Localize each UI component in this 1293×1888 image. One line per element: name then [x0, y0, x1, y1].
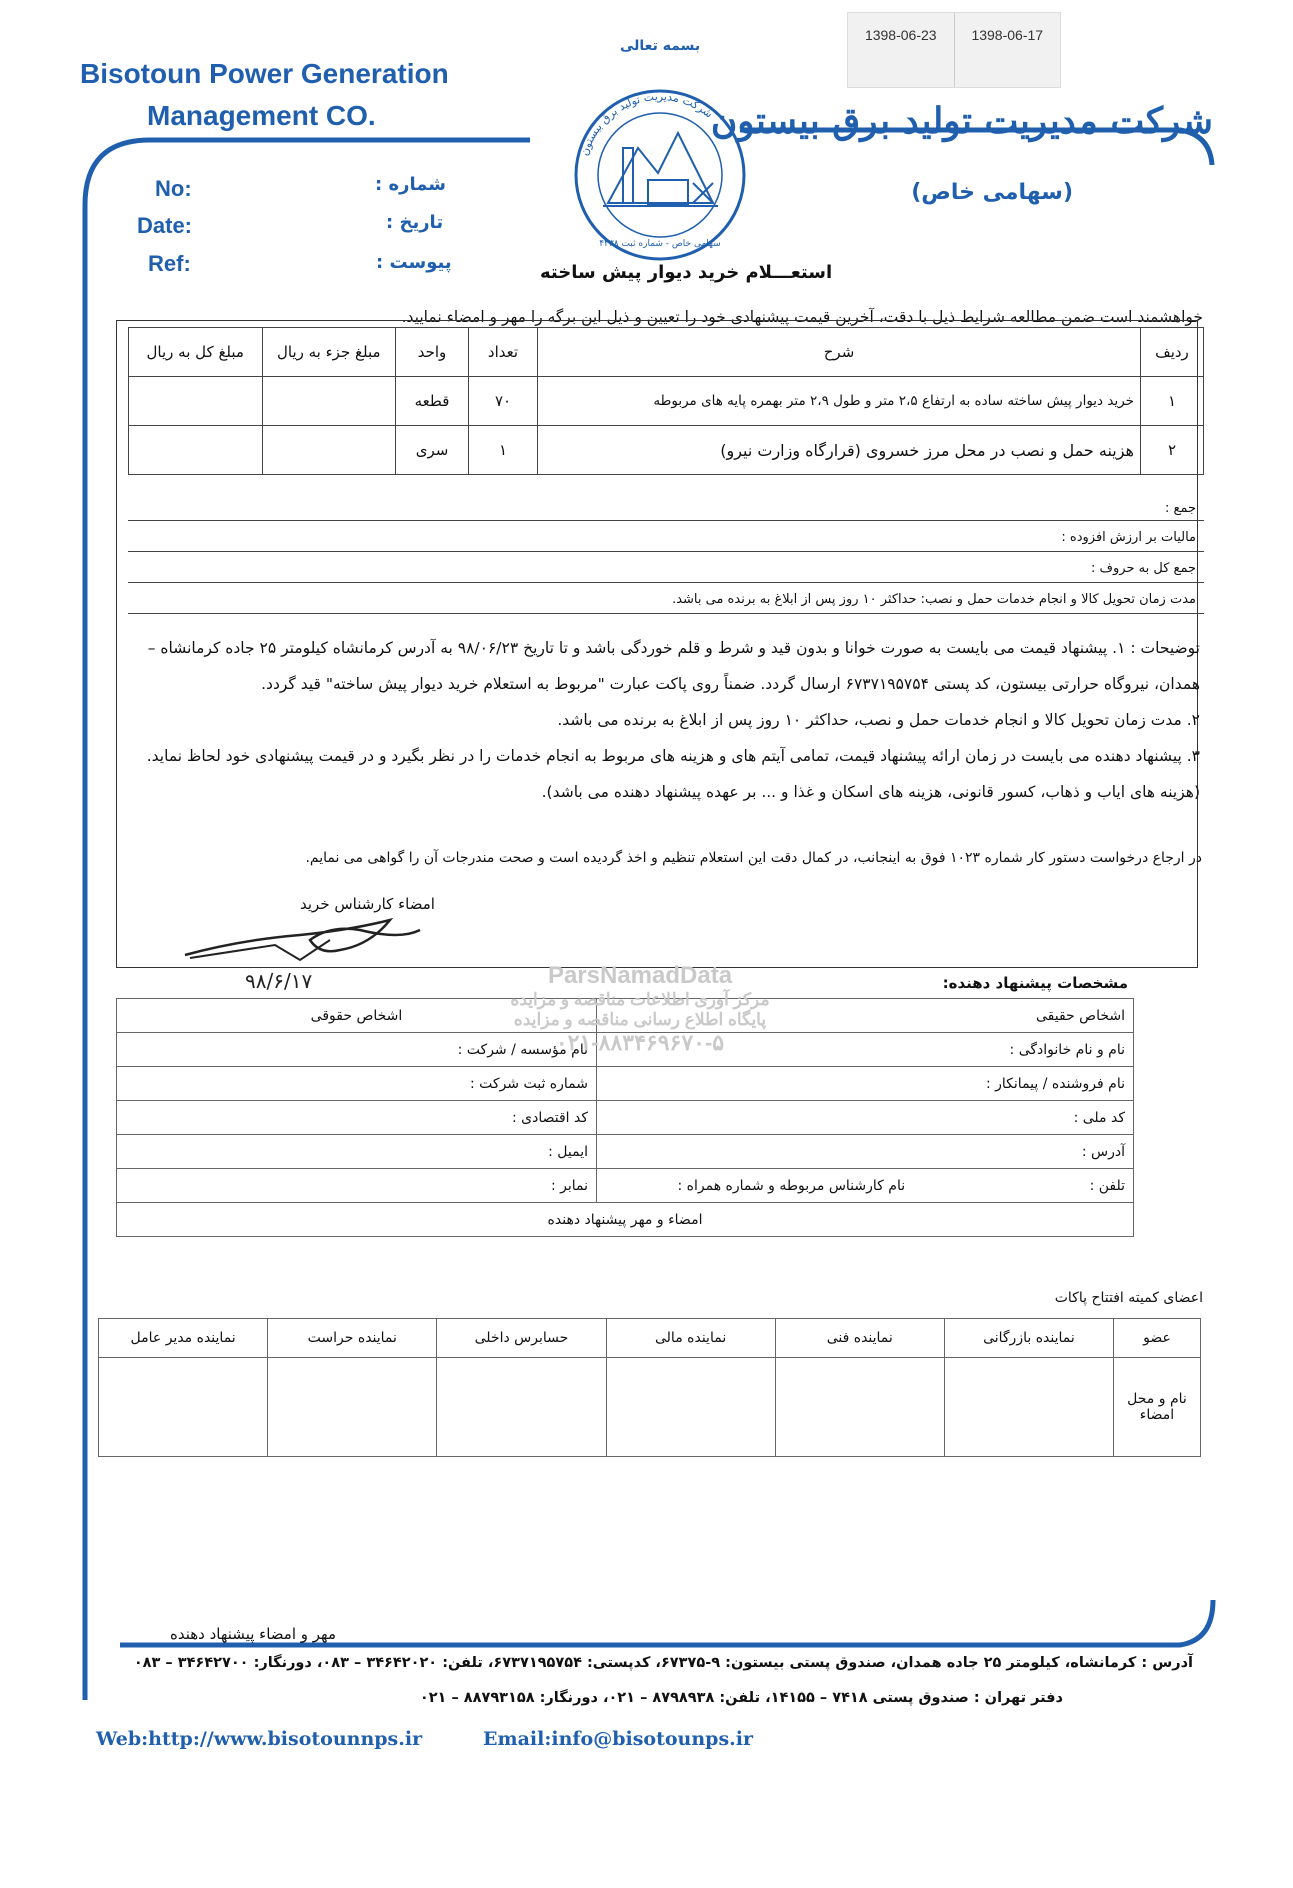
col-unit: واحد	[396, 328, 469, 377]
phone-label: تلفن :	[1089, 1177, 1125, 1194]
item-unit-price[interactable]	[262, 377, 396, 426]
footer-web-link[interactable]: Web:http://www.bisotounnps.ir	[96, 1728, 423, 1750]
table-header-row	[129, 328, 1204, 377]
svg-text:سهامی خاص - شماره ثبت ۴۲۳۸: سهامی خاص - شماره ثبت ۴۲۳۸	[599, 239, 721, 249]
committee-sign-cell[interactable]	[437, 1358, 606, 1457]
table-row	[129, 426, 1204, 475]
note-3: ۳. پیشنهاد دهنده می بایست در زمان ارائه پیشنهاد قیمت، تمامی آیتم های و هزینه های مربوط به انجام خدمات را در نظر بگیرد و در قیمت پیشنهادی خود لحاظ نماید. (هزینه های ایاب و ذهاب، کسور قانونی، هزینه های اسکان و غذا و ... بر عهده پیشنهاد دهنده می باشد).	[146, 747, 1200, 801]
committee-sign-cell[interactable]	[944, 1358, 1113, 1457]
sum-row: جمع :	[128, 497, 1204, 521]
committee-sign-cell[interactable]	[775, 1358, 944, 1457]
vat-row: مالیات بر ارزش افزوده :	[128, 522, 1204, 552]
date-stamp	[847, 12, 1061, 88]
committee-member-label: عضو	[1114, 1319, 1201, 1358]
phone-field[interactable]	[597, 1169, 1134, 1203]
watermark-line2: مرکز آوری اطلاعات مناقصه و مزایده	[510, 990, 770, 1009]
note-2: ۲. مدت زمان تحویل کالا و انجام خدمات حمل و نصب، حداکثر ۱۰ روز پس از ابلاغ به برنده می باشد.	[557, 711, 1200, 729]
bidder-title: مشخصات پیشنهاد دهنده:	[942, 974, 1128, 992]
committee-sign-cell[interactable]	[606, 1358, 775, 1457]
no-label-fa: شماره :	[375, 174, 446, 195]
ref-label-fa: پیوست :	[376, 252, 452, 273]
date-label-en: Date:	[137, 213, 193, 238]
full-name-field[interactable]: نام و نام خانوادگی :	[597, 1033, 1134, 1067]
item-total-price[interactable]	[129, 426, 263, 475]
notes	[135, 630, 1200, 810]
expert-signature-label: امضاء کارشناس خرید	[300, 895, 435, 913]
watermark	[470, 962, 810, 1056]
item-unit-price[interactable]	[262, 426, 396, 475]
en-company-name: Bisotoun Power Generation	[80, 58, 449, 89]
expert-name-label: نام کارشناس مربوطه و شماره همراه :	[677, 1177, 906, 1194]
item-total-price[interactable]	[129, 377, 263, 426]
fa-company-type: (سهامی خاص)	[911, 180, 1073, 205]
committee-table	[98, 1318, 1201, 1457]
date-stamp-1: 1398-06-23	[864, 27, 937, 43]
delivery-row: مدت زمان تحویل کالا و انجام خدمات حمل و نصب: حداکثر ۱۰ روز پس از ابلاغ به برنده می باشد.	[128, 584, 1204, 614]
col-row: ردیف	[1141, 328, 1204, 377]
item-description: خرید دیوار پیش ساخته ساده به ارتفاع ۲،۵ متر و طول ۲،۹ متر بهمره پایه های مربوطه	[538, 377, 1141, 426]
table-row	[129, 377, 1204, 426]
bidder-stamp-label: مهر و امضاء پیشنهاد دهنده	[170, 1625, 336, 1643]
committee-role: نماینده فنی	[775, 1319, 944, 1358]
date-stamp-2: 1398-06-17	[954, 13, 1061, 87]
en-company-name-2: Management CO.	[147, 100, 376, 131]
no-label-en: No:	[155, 176, 192, 201]
committee-role: نماینده حراست	[268, 1319, 437, 1358]
approval-text: در ارجاع درخواست دستور کار شماره ۱۰۲۳ فوق به اینجانب، در کمال دقت این استعلام تنظیم و اخذ گردیده است و صحت مندرجات آن را گواهی می نمایم.	[305, 850, 1202, 866]
committee-sign-cell[interactable]	[99, 1358, 268, 1457]
item-row-num: ۲	[1141, 426, 1204, 475]
economic-code-field[interactable]: کد اقتصادی :	[117, 1101, 597, 1135]
committee-role: حسابرس داخلی	[437, 1319, 606, 1358]
seller-field[interactable]: نام فروشنده / پیمانکار :	[597, 1067, 1134, 1101]
total-words-row: جمع کل به حروف :	[128, 553, 1204, 583]
watermark-brand: ParsNamadData	[547, 962, 733, 989]
items-table	[128, 327, 1204, 475]
note-1: توضیحات : ۱. پیشنهاد قیمت می بایست به صورت خوانا و بدون قید و شرط و قلم خوردگی باشد و تا تاریخ ۹۸/۰۶/۲۳ به آدرس کرمانشاه کیلومتر ۲۵ جاده کرمانشاه – همدان، نیروگاه حرارتی بیستون، کد پستی ۶۷۳۷۱۹۵۷۵۴ ارسال گردد. ضمناً روی پاکت عبارت "مربوط به استعلام خرید دیوار پیش ساخته" قید گردد.	[147, 639, 1200, 693]
item-qty: ۷۰	[469, 377, 538, 426]
legal-person-header: اشخاص حقوقی	[117, 999, 597, 1033]
item-row-num: ۱	[1141, 377, 1204, 426]
bidder-stamp-field[interactable]: امضاء و مهر پیشنهاد دهنده	[117, 1203, 1134, 1237]
handwritten-signature	[180, 900, 450, 995]
footer-email-link[interactable]: Email:info@bisotounps.ir	[483, 1728, 753, 1750]
committee-role: نماینده مدیر عامل	[99, 1319, 268, 1358]
besmellah: بسمه تعالی	[620, 38, 701, 54]
col-description: شرح	[538, 328, 1141, 377]
company-reg-field[interactable]: شماره ثبت شرکت :	[117, 1067, 597, 1101]
intro-text: خواهشمند است ضمن مطالعه شرایط ذیل با دقت، آخرین قیمت پیشنهادی خود را تعیین و ذیل این برگه را مهر و امضاء نمایید.	[401, 308, 1203, 326]
footer-address: آدرس : کرمانشاه، کیلومتر ۲۵ جاده همدان، صندوق پستی بیستون: ۹-۶۷۳۷۵، کدپستی: ۶۷۳۷۱۹۵۷۵۴، تلفن: ۳۴۶۴۲۰۲۰ – ۰۸۳، دورنگار: ۳۴۶۴۲۷۰۰ – ۰۸۳	[133, 1655, 1193, 1671]
item-unit: سری	[396, 426, 469, 475]
natural-person-header: اشخاص حقیقی	[597, 999, 1134, 1033]
watermark-phone: ۰۲۱-۸۸۳۴۶۹۶۷۰-۵	[555, 1030, 725, 1055]
form-title: استعـــلام خرید دیوار پیش ساخته	[540, 262, 833, 283]
committee-role: نماینده بازرگانی	[944, 1319, 1113, 1358]
national-code-field[interactable]: کد ملی :	[597, 1101, 1134, 1135]
item-description: هزینه حمل و نصب در محل مرز خسروی (قرارگاه وزارت نیرو)	[538, 426, 1141, 475]
watermark-line3: پایگاه اطلاع رسانی مناقصه و مزایده	[513, 1010, 767, 1029]
footer-tehran: دفتر تهران : صندوق پستی ۷۴۱۸ – ۱۴۱۵۵، تلفن: ۸۷۹۸۹۳۸ – ۰۲۱، دورنگار: ۸۸۷۹۳۱۵۸ – ۰۲۱	[419, 1690, 1063, 1706]
ref-label-en: Ref:	[148, 251, 191, 276]
fax-field[interactable]: نمابر :	[117, 1169, 597, 1203]
company-seal-logo	[563, 88, 757, 262]
address-field[interactable]: آدرس :	[597, 1135, 1134, 1169]
col-total-price: مبلغ کل به ریال	[129, 328, 263, 377]
committee-title: اعضای کمیته افتتاح پاکات	[1054, 1290, 1203, 1306]
col-qty: تعداد	[469, 328, 538, 377]
col-unit-price: مبلغ جزء به ریال	[262, 328, 396, 377]
email-field[interactable]: ایمیل :	[117, 1135, 597, 1169]
svg-text:۹۸/۶/۱۷: ۹۸/۶/۱۷	[245, 969, 313, 993]
item-unit: قطعه	[396, 377, 469, 426]
svg-text:شرکت مدیریت تولید برق بیستون: شرکت مدیریت تولید برق بیستون	[577, 89, 716, 158]
committee-role: نماینده مالی	[606, 1319, 775, 1358]
item-qty: ۱	[469, 426, 538, 475]
date-label-fa: تاریخ :	[386, 212, 444, 233]
fa-company-name: شرکت مدیریت تولید برق بیستون	[710, 100, 1213, 142]
committee-sign-cell[interactable]	[268, 1358, 437, 1457]
committee-name-sign-label: نام و محل امضاء	[1114, 1358, 1201, 1457]
institution-field[interactable]: نام مؤسسه / شرکت :	[117, 1033, 597, 1067]
